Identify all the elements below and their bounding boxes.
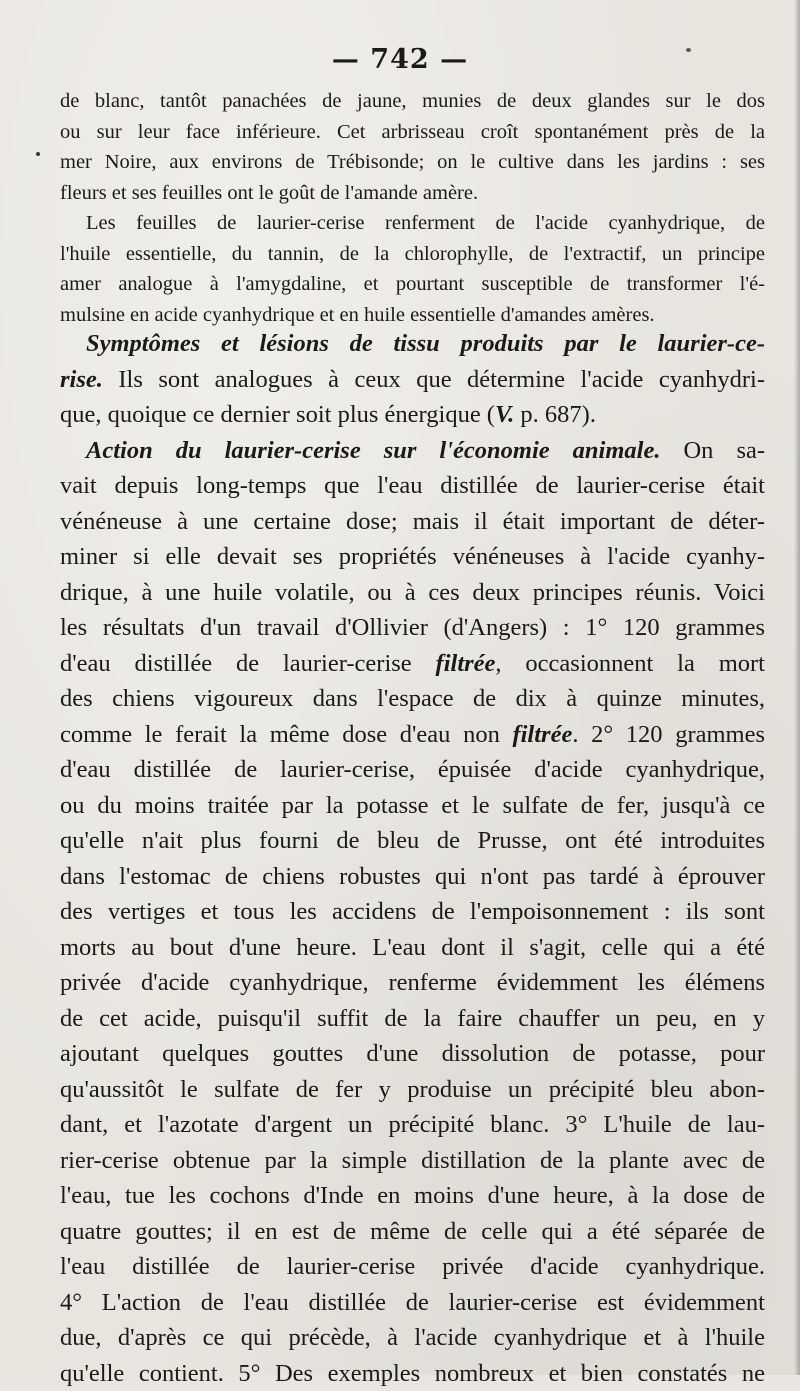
margin-speck <box>36 152 40 156</box>
text-line: d'eau distillée de laurier-cerise, épuisée d'acide cyanhydrique, <box>60 752 765 788</box>
page-edge-shadow <box>794 0 800 1375</box>
text-line: ou du moins traitée par la potasse et le sulfate de fer, jusqu'à ce <box>60 788 765 824</box>
text-span: d'eau distillée de laurier-cerise <box>60 650 436 677</box>
text-line: amer analogue à l'amygdaline, et pourtant susceptible de transformer l'é- <box>60 269 765 300</box>
text-line: vait depuis long-temps que l'eau distillée de laurier-cerise était <box>60 468 765 504</box>
cross-reference: V. <box>495 401 514 428</box>
text-line: l'eau, tue les cochons d'Inde en moins d'une heure, à la dose de <box>60 1178 765 1214</box>
text-line: 4° L'action de l'eau distillée de laurier-cerise est évidemment <box>60 1285 765 1321</box>
text-line: des vertiges et tous les accidens de l'empoisonnement : ils sont <box>60 894 765 930</box>
text-line: dans l'estomac de chiens robustes qui n'ont pas tardé à éprouver <box>60 859 765 895</box>
text-line: Les feuilles de laurier-cerise renferment de l'acide cyanhydrique, de <box>60 208 765 239</box>
text-line: rier-cerise obtenue par la simple distillation de la plante avec de <box>60 1143 765 1179</box>
text-line: privée d'acide cyanhydrique, renferme évidemment les élémens <box>60 965 765 1001</box>
text-line: de blanc, tantôt panachées de jaune, munies de deux glandes sur le dos <box>60 86 765 117</box>
text-line: l'huile essentielle, du tannin, de la chlorophylle, de l'extractif, un principe <box>60 239 765 270</box>
text-line: qu'elle n'ait plus fourni de bleu de Prusse, ont été introduites <box>60 823 765 859</box>
small-print-section <box>60 86 765 330</box>
section-heading-continuation: rise. <box>60 366 103 393</box>
text-span: Ils sont analogues à ceux que détermine l'acide cyanhydri- <box>103 366 765 393</box>
emphasis-filtree: filtrée <box>436 650 496 677</box>
page-number: — 742 — <box>0 44 800 75</box>
text-line: drique, à une huile volatile, ou à ces deux principes réunis. Voici <box>60 575 765 611</box>
text-line: mulsine en acide cyanhydrique et en huile essentielle d'amandes amères. <box>60 300 765 331</box>
text-line: des chiens vigoureux dans l'espace de dix à quinze minutes, <box>60 681 765 717</box>
text-line: de cet acide, puisqu'il suffit de la faire chauffer un peu, en y <box>60 1001 765 1037</box>
text-line <box>60 646 765 682</box>
text-line: dant, et l'azotate d'argent un précipité blanc. 3° L'huile de lau- <box>60 1107 765 1143</box>
section-heading-action: Action du laurier-cerise sur l'économie animale. <box>86 437 660 464</box>
text-line: vénéneuse à une certaine dose; mais il était important de déter- <box>60 504 765 540</box>
text-span: , occasionnent la mort <box>495 650 765 677</box>
text-line: mer Noire, aux environs de Trébisonde; on le cultive dans les jardins : ses <box>60 147 765 178</box>
text-span: . 2° 120 grammes <box>572 721 765 748</box>
text-line: morts au bout d'une heure. L'eau dont il s'agit, celle qui a été <box>60 930 765 966</box>
emphasis-filtree: filtrée <box>512 721 572 748</box>
text-span: comme le ferait la même dose d'eau non <box>60 721 512 748</box>
text-line: ajoutant quelques gouttes d'une dissolution de potasse, pour <box>60 1036 765 1072</box>
text-span: que, quoique ce dernier soit plus énergique ( <box>60 401 495 428</box>
section-heading-symptomes: Symptômes et lésions de tissu produits par le laurier-ce- <box>86 330 765 357</box>
text-line: due, d'après ce qui précède, à l'acide cyanhydrique et à l'huile <box>60 1320 765 1356</box>
text-line: qu'elle contient. 5° Des exemples nombreux et bien constatés ne <box>60 1356 765 1391</box>
text-span: On sa- <box>660 437 765 464</box>
text-line <box>60 717 765 753</box>
text-line: quatre gouttes; il en est de même de celle qui a été séparée de <box>60 1214 765 1250</box>
section-heading-line <box>60 326 765 362</box>
text-line: qu'aussitôt le sulfate de fer y produise un précipité bleu abon- <box>60 1072 765 1108</box>
text-line: les résultats d'un travail d'Ollivier (d'Angers) : 1° 120 grammes <box>60 610 765 646</box>
text-line: fleurs et ses feuilles ont le goût de l'amande amère. <box>60 178 765 209</box>
text-line <box>60 433 765 469</box>
text-line <box>60 362 765 398</box>
text-line <box>60 397 765 433</box>
text-span: p. 687). <box>514 401 596 428</box>
text-line: ou sur leur face inférieure. Cet arbrisseau croît spontanément près de la <box>60 117 765 148</box>
main-text-section <box>60 326 765 1391</box>
text-line: miner si elle devait ses propriétés vénéneuses à l'acide cyanhy- <box>60 539 765 575</box>
text-line: l'eau distillée de laurier-cerise privée d'acide cyanhydrique. <box>60 1249 765 1285</box>
